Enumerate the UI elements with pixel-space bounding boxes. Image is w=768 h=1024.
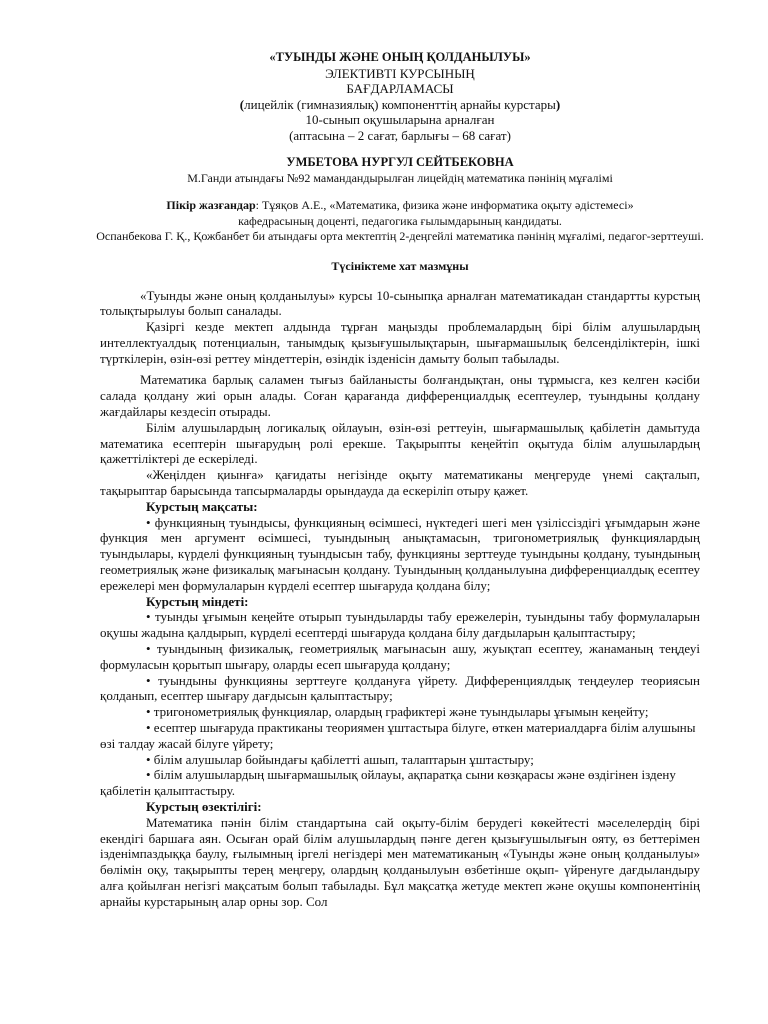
header-line-grade: 10-сынып оқушыларына арналған <box>305 112 495 127</box>
document-body <box>100 288 700 910</box>
task-item: • тригонометриялық функциялар, олардың графиктері және туындылары ұғымын кеңейту; <box>146 704 649 720</box>
paragraph: Білім алушылардың логикалық ойлауын, өзін-өзі реттеуін, шығармашылық қабілетін дамытуда математика есептерін шығарудың ролі ерекше. Тақырыпты кеңейтіп оқытуда білім алушылардың қажеттіліктері де ескеріледі. <box>100 419 700 467</box>
header-line-program: БАҒДАРЛАМАСЫ <box>346 81 454 96</box>
author-position: М.Ганди атындағы №92 мамандандырылған лицейдің математика пәнінің мұғалімі <box>187 170 613 185</box>
task-item: • білім алушылар бойындағы қабілетті ашып, талаптарын ұштастыру; <box>146 751 534 767</box>
header-line-component: (лицейлік (гимназиялық) компоненттің арнайы курстары) <box>239 96 561 112</box>
reviewers-block <box>96 198 704 245</box>
tasks-heading: Курстың міндеті: <box>146 593 249 609</box>
paragraph: «Туынды және оның қолданылуы» курсы 10-сыныпқа арналған математикадан стандартты курстың толықтырылуы болып саналады. <box>100 287 700 319</box>
reviewer-1-continued: кафедрасының доценті, педагогика ғылымдарының кандидаты. <box>238 213 562 228</box>
document-header <box>100 50 700 143</box>
paragraph: Қазіргі кезде мектеп алдында тұрған маңызды проблемалардың бірі білім алушылардың интеллектуалдық потенциалын, танымдық қызығушылықтарын, шығармашылық белсенділіктерін, ішкі түрткілерін, өзін-өзі реттеу міндеттерін, өзіндік ізденісін дамыту болып табылады. <box>100 319 700 366</box>
relevance-text: Математика пәнін білім стандартына сай оқыту-білім берудегі көкейтесті мәселелердің бірі екендігі баршаға аян. Осыған орай білім алушылардың пәнге деген қызығушылығын ояту, өз беттерімен ізденімпаздыққа баулу, ғылымның іргелі негіздері мен математиканың «Туынды және оның қолданылуы» бөлімін оқу, тақырыпты терең меңгеру, олардың қолданылуын өзбетінше оқып- үйренуге дағдыландыру алға қойылған негізгі мақсатым болып табылады. Бұл мақсатқа жетуде мектеп және оқушы компонентінің арнайы курстарының алар орны зор. Сол <box>100 814 700 909</box>
paragraph: «Жеңілден қиынға» қағидаты негізінде оқыту математиканы меңгеруде үнемі сақталып, тақырыптар барысында тапсырмаларды орындауда да ескеріліп отыру қажет. <box>100 467 700 499</box>
task-item: • туынды ұғымын кеңейте отырып туындыларды табу ережелерін, туындыны табу формулаларын оқушы жадына қалдырып, күрделі есептерді шығаруда қолдана білу дағдыларын қалыптастыру; <box>100 609 700 641</box>
task-item: • білім алушылардың шығармашылық ойлауы, ақпаратқа сыни көзқарасы және өздігінен іздену қабілетін қалыптастыру. <box>100 767 676 799</box>
reviewer-1: Пікір жазғандар: Тұяқов А.Е., «Математика, физика және информатика оқыту әдістемесі» <box>166 198 634 212</box>
task-item: • есептер шығаруда практиканы теориямен ұштастыра білуге, өткен материалдарға білім алушыны өзі талдау жасай білуге үйрету; <box>100 720 696 751</box>
header-line-hours: (аптасына – 2 сағат, барлығы – 68 сағат) <box>289 127 511 143</box>
task-item: • туындының физикалық, геометриялық мағынасын ашу, жуықтап есептеу, жанаманың теңдеуі формуласын қорытып шығару, оларды есеп шығаруда қолдану; <box>100 641 700 672</box>
author-name: УМБЕТОВА НУРГУЛ СЕЙТБЕКОВНА <box>286 155 514 169</box>
paragraph: Математика барлық саламен тығыз байланысты болғандықтан, оны тұрмысга, кез келген кәсіби салада қолдану жиі орын алады. Соған қарағанда дифференциалдық есептеулер, туындыны қолдану жағдайлары кездесіп отырады. <box>100 372 700 420</box>
course-title: «ТУЫНДЫ ЖӘНЕ ОНЫҢ ҚОЛДАНЫЛУЫ» <box>269 50 531 64</box>
reviewer-2: Оспанбекова Г. Қ., Қожбанбет би атындағы орта мектептің 2-деңгейлі математика пәнінің мұғалімі, педагог-зерттеуші. <box>96 229 704 243</box>
goal-heading: Курстың мақсаты: <box>146 498 258 514</box>
header-line-elective: ЭЛЕКТИВТІ КУРСЫНЫҢ <box>325 65 475 81</box>
reviewers-label: Пікір жазғандар <box>166 198 256 212</box>
relevance-heading: Курстың өзектілігі: <box>146 799 262 814</box>
goal-text: • функцияның туындысы, функцияның өсімшесі, нүктедегі шегі мен үзіліссіздігі ұғымдарын және функция мен аргумент өсімшесі, туындының анықтамасын, тригонометриялық функциялардың туындылары, күрделі функцияның туындысын табу, функцияны зерттеуде туындыны қолдану, туындының геометриялық және физикалық мағынасын қолдану. Туындының қолданылуына дифференциалдық есептеу ережелері мен формулаларын күрделі есептер шығаруда қолдана білу; <box>100 514 700 593</box>
task-item: • туындыны функцияны зерттеуге қолдануға үйрету. Дифференциялдық теңдеулер теориясын қолданып, есептер шығару дағдысын қалыптастыру; <box>100 672 700 704</box>
section-heading: Түсініктеме хат мазмұны <box>331 258 469 273</box>
document-page <box>96 50 704 910</box>
